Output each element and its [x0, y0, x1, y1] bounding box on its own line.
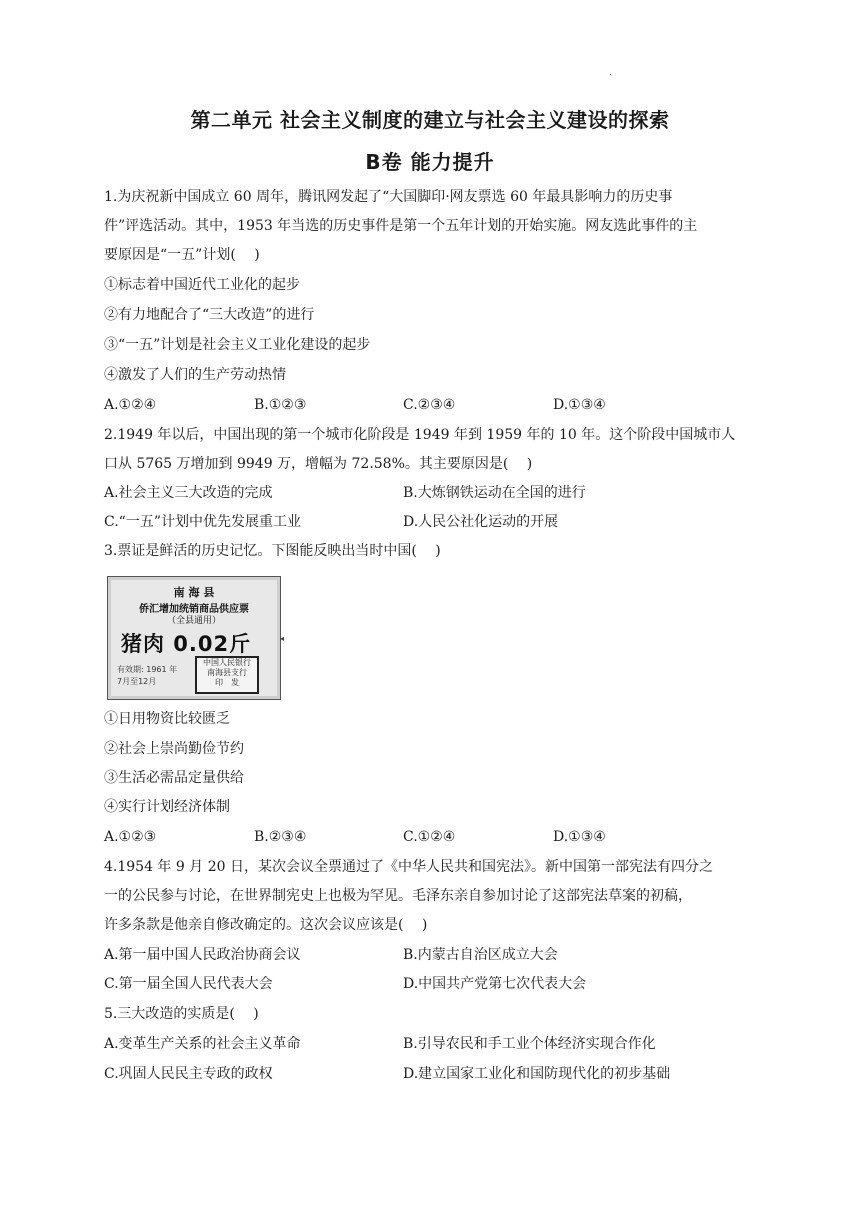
ticket-header: 侨汇增加统销商品供应票: [139, 604, 249, 615]
q4-option-c: C.第一届全国人民代表大会: [104, 976, 273, 992]
q4-option-a: A.第一届中国人民政治协商会议: [104, 947, 301, 963]
corner-mark: ·: [609, 70, 613, 81]
q4-stem-line: 许多条款是他亲自修改确定的。这次会议应该是( ): [104, 917, 428, 933]
q2-stem-line: 口从 5765 万增加到 9949 万，增幅为 72.58%。其主要原因是( ): [104, 456, 533, 472]
q5-stem-line: 5.三大改造的实质是( ): [104, 1006, 259, 1022]
q1-statement: ④激发了人们的生产劳动热情: [104, 367, 286, 383]
left-arrow-mark-icon: ◂: [280, 634, 285, 643]
q5-option-a: A.变革生产关系的社会主义革命: [104, 1036, 301, 1052]
q2-option-c: C.“一五”计划中优先发展重工业: [104, 514, 301, 530]
ticket-validity: 有效期: 1961 年: [117, 665, 178, 674]
ticket-item: 猪肉 0.02斤: [121, 632, 252, 656]
q5-option-c: C.巩固人民民主专政的政权: [104, 1066, 273, 1082]
q4-stem-line: 一的公民参与讨论，在世界制宪史上也极为罕见。毛泽东亲自参加讨论了这部宪法草案的初稿，: [104, 888, 692, 904]
q1-stem-line: 1.为庆祝新中国成立 60 周年，腾讯网发起了“大国脚印·网友票选 60 年最具影响力的历史事: [104, 189, 673, 205]
unit-title: 第二单元 社会主义制度的建立与社会主义建设的探索: [190, 108, 670, 132]
q2-option-d: D.人民公社化运动的开展: [403, 514, 559, 530]
stamp-line: 中国人民银行: [203, 658, 251, 667]
q3-option-d: D.①③④: [553, 829, 606, 845]
q3-statement: ④实行计划经济体制: [104, 799, 230, 815]
q4-option-b: B.内蒙古自治区成立大会: [403, 947, 558, 963]
q1-statement: ③“一五”计划是社会主义工业化建设的起步: [104, 337, 371, 353]
q3-option-b: B.②③④: [254, 829, 307, 845]
q1-option-c: C.②③④: [403, 397, 456, 413]
stamp-line: 南海县支行: [207, 668, 247, 677]
section-subtitle: B卷 能力提升: [365, 150, 495, 174]
q3-option-c: C.①②④: [403, 829, 456, 845]
ticket-county: 南 海 县: [173, 586, 215, 599]
q1-statement: ①标志着中国近代工业化的起步: [104, 277, 300, 293]
q1-statement: ②有力地配合了“三大改造”的进行: [104, 307, 315, 323]
q3-statement: ①日用物资比较匮乏: [104, 711, 230, 727]
q5-option-d: D.建立国家工业化和国防现代化的初步基础: [403, 1066, 671, 1082]
ticket-scope: （全县通用）: [166, 616, 221, 626]
ration-ticket-image: [107, 576, 281, 700]
q3-stem-line: 3.票证是鲜活的历史记忆。下图能反映出当时中国( ): [104, 543, 441, 559]
q3-option-a: A.①②③: [104, 829, 157, 845]
q1-option-a: A.①②④: [104, 397, 157, 413]
q3-statement: ③生活必需品定量供给: [104, 770, 244, 786]
q1-stem-line: 件”评选活动。其中，1953 年当选的历史事件是第一个五年计划的开始实施。网友选此事件的主: [104, 218, 698, 234]
q1-stem-line: 要原因是“一五”计划( ): [104, 247, 260, 263]
q2-stem-line: 2.1949 年以后，中国出现的第一个城市化阶段是 1949 年到 1959 年的 10 年。这个阶段中国城市人: [104, 427, 736, 443]
stamp-line: 印 发: [215, 678, 239, 687]
q3-statement: ②社会上崇尚勤俭节约: [104, 741, 244, 757]
q1-option-b: B.①②③: [254, 397, 307, 413]
q4-stem-line: 4.1954 年 9 月 20 日，某次会议全票通过了《中华人民共和国宪法》。新中国第一部宪法有四分之: [104, 859, 713, 875]
q1-option-d: D.①③④: [553, 397, 606, 413]
ticket-stamp: [195, 656, 259, 694]
q2-option-b: B.大炼钢铁运动在全国的进行: [403, 485, 586, 501]
ticket-validity: 7月至12月: [117, 677, 157, 686]
q2-option-a: A.社会主义三大改造的完成: [104, 485, 273, 501]
q4-option-d: D.中国共产党第七次代表大会: [403, 976, 587, 992]
q5-option-b: B.引导农民和手工业个体经济实现合作化: [403, 1036, 656, 1052]
